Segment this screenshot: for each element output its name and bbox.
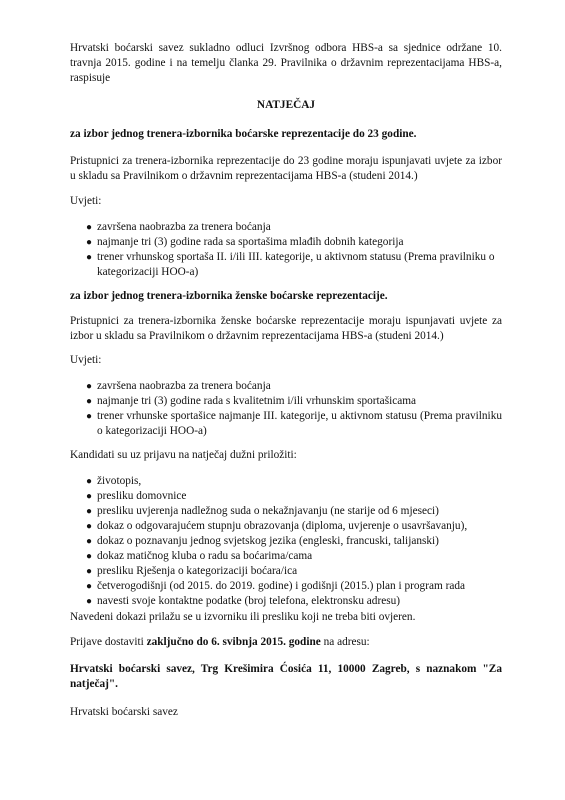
list-item: ● najmanje tri (3) godine rada sa sportašima mlađih dobnih kategorija bbox=[86, 236, 404, 248]
list-item: ● dokaz o odgovarajućem stupnju obrazovanja (diploma, uvjerenje o usavršavanju), bbox=[86, 520, 468, 532]
section2-title: za izbor jednog trenera-izbornika ženske boćarske reprezentacije. bbox=[70, 290, 388, 302]
bullet-icon: ● bbox=[86, 222, 93, 233]
bullet-icon: ● bbox=[86, 491, 93, 502]
intro-paragraph: Hrvatski boćarski savez sukladno odluci Izvršnog odbora HBS-a sa sjednice održane 10. travnja 2015. godine i na temelju članka 29. Pravilnika o državnim reprezentacijama HBS-a, raspisuje bbox=[70, 42, 502, 84]
bullet-icon: ● bbox=[86, 506, 93, 517]
bullet-icon: ● bbox=[86, 536, 93, 547]
section1-conditions-list bbox=[70, 220, 502, 280]
list-item: ● presliku domovnice bbox=[86, 490, 187, 502]
list-item: ● završena naobrazba za trenera boćanja bbox=[86, 221, 271, 233]
section2-paragraph: Pristupnici za trenera-izbornika ženske boćarske reprezentacije moraju ispunjavati uvjete za izbor u skladu sa Pravilnikom o državnim reprezentacijama HBS-a (studeni 2014.) bbox=[70, 315, 502, 342]
list-item: ● dokaz matičnog kluba o radu sa boćarima/cama bbox=[86, 550, 313, 562]
document-heading: NATJEČAJ bbox=[256, 99, 316, 111]
deadline-paragraph: Prijave dostaviti zaključno do 6. svibnja 2015. godine na adresu: bbox=[70, 636, 370, 648]
section1-paragraph: Pristupnici za trenera-izbornika reprezentacije do 23 godine moraju ispunjavati uvjete za izbor u skladu sa Pravilnikom o državnim reprezentacijama HBS-a (studeni 2014.) bbox=[70, 155, 502, 182]
deadline-date: zaključno do 6. svibnja 2015. godine bbox=[146, 636, 321, 648]
signature: Hrvatski boćarski savez bbox=[70, 706, 178, 718]
bullet-icon: ● bbox=[86, 381, 93, 392]
list-item: ● presliku Rješenja o kategorizaciji boćara/ica bbox=[86, 565, 298, 577]
bullet-icon: ● bbox=[86, 476, 93, 487]
section2-conditions-label: Uvjeti: bbox=[70, 354, 102, 366]
bullet-icon: ● bbox=[86, 596, 93, 607]
bullet-icon: ● bbox=[86, 581, 93, 592]
documents-label: Kandidati su uz prijavu na natječaj dužni priložiti: bbox=[70, 449, 297, 461]
section1-title: za izbor jednog trenera-izbornika boćarske reprezentacije do 23 godine. bbox=[70, 128, 417, 140]
list-item: ● životopis, bbox=[86, 475, 142, 487]
bullet-icon: ● bbox=[86, 566, 93, 577]
list-item: ● dokaz o poznavanju jednog svjetskog jezika (engleski, francuski, talijanski) bbox=[86, 535, 439, 547]
bullet-icon: ● bbox=[86, 396, 93, 407]
documents-list bbox=[70, 474, 502, 609]
list-item: ● trener vrhunske sportašice najmanje III. kategorije, u aktivnom statusu (Prema pravilniku o kategorizaciji HOO-a) bbox=[86, 410, 502, 437]
bullet-icon: ● bbox=[86, 237, 93, 248]
list-item: ● završena naobrazba za trenera boćanja bbox=[86, 380, 271, 392]
submission-address: Hrvatski boćarski savez, Trg Krešimira Ćosića 11, 10000 Zagreb, s naznakom "Za natječaj". bbox=[70, 663, 502, 690]
bullet-icon: ● bbox=[86, 411, 93, 422]
section2-conditions-list bbox=[70, 379, 502, 439]
bullet-icon: ● bbox=[86, 252, 93, 263]
bullet-icon: ● bbox=[86, 521, 93, 532]
bullet-icon: ● bbox=[86, 551, 93, 562]
list-item: ● presliku uvjerenja nadležnog suda o nekažnjavanju (ne starije od 6 mjeseci) bbox=[86, 505, 439, 517]
list-item: ● četverogodišnji (od 2015. do 2019. godine) i godišnji (2015.) plan i program rada bbox=[86, 580, 466, 592]
section1-conditions-label: Uvjeti: bbox=[70, 195, 102, 207]
list-item: ● najmanje tri (3) godine rada s kvalitetnim i/ili vrhunskim sportašicama bbox=[86, 395, 417, 407]
proof-note: Navedeni dokazi prilažu se u izvorniku ili presliku koji ne treba biti ovjeren. bbox=[70, 611, 416, 623]
list-item: ● navesti svoje kontaktne podatke (broj telefona, elektronsku adresu) bbox=[86, 595, 401, 607]
list-item: ● trener vrhunskog sportaša II. i/ili III. kategorije, u aktivnom statusu (Prema pravilniku o kategorizaciji HOO-a) bbox=[86, 251, 495, 278]
